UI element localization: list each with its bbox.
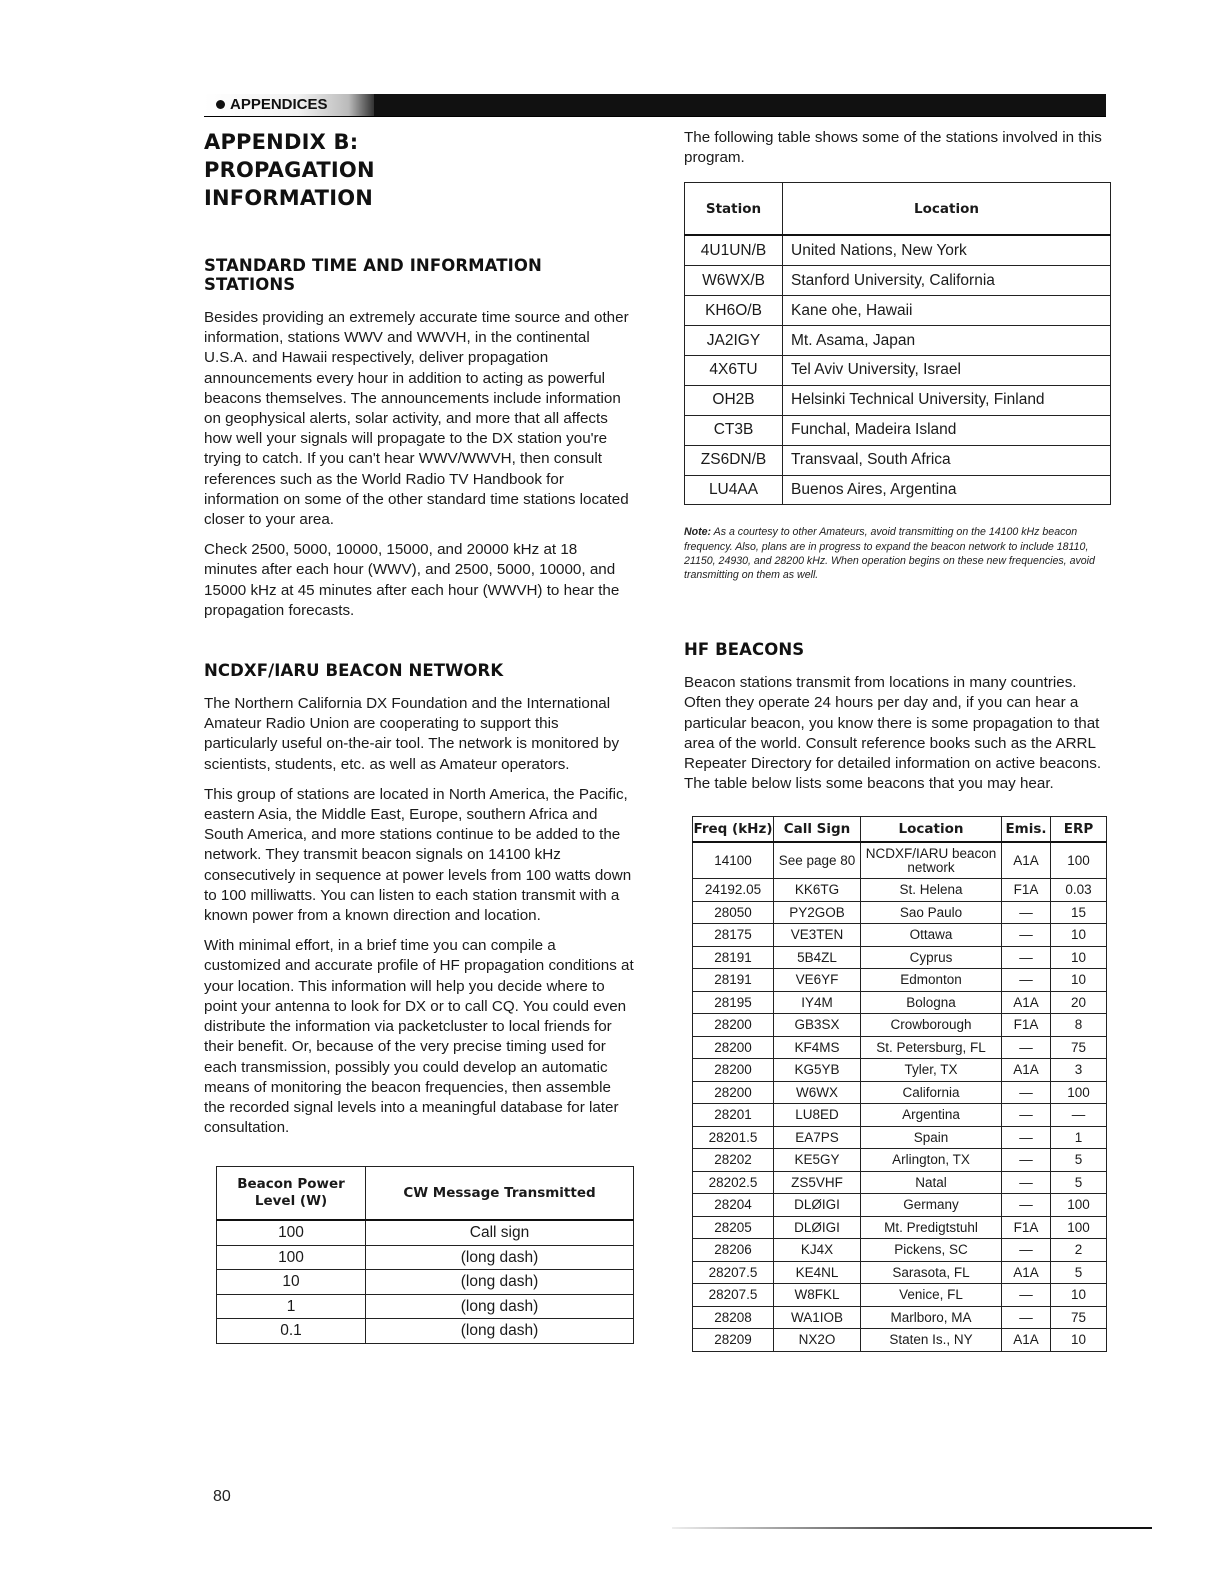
- erp-cell: 75: [1051, 1036, 1107, 1059]
- table-row: [693, 1216, 1107, 1239]
- page-title: APPENDIX B: PROPAGATION INFORMATION: [204, 130, 375, 210]
- freq-cell: 28207.5: [693, 1261, 774, 1284]
- call-sign-cell: DLØIGI: [774, 1216, 861, 1239]
- ncdxf-paragraph-1: The Northern California DX Foundation and the International Amateur Radio Union are cooperating to support this particularly useful on-the-air tool. The network is monitored by scientists, students, etc. as well as Amateur operators.: [204, 695, 620, 773]
- table-row: [693, 1059, 1107, 1082]
- table-row: [693, 1126, 1107, 1149]
- table-row: [693, 1261, 1107, 1284]
- location-cell: Sao Paulo: [861, 901, 1002, 924]
- freq-cell: 28050: [693, 901, 774, 924]
- emission-cell: —: [1002, 1104, 1051, 1127]
- erp-cell: 2: [1051, 1239, 1107, 1262]
- call-sign-cell: IY4M: [774, 991, 861, 1014]
- location-cell: Bologna: [861, 991, 1002, 1014]
- appendices-tab: [204, 94, 374, 116]
- power-level-header: Beacon Power Level (W): [217, 1167, 366, 1221]
- table-row: [693, 842, 1107, 879]
- station-cell: 4X6TU: [685, 355, 783, 385]
- freq-cell: 28202: [693, 1149, 774, 1172]
- station-cell: ZS6DN/B: [685, 445, 783, 475]
- station-cell: CT3B: [685, 415, 783, 445]
- call-sign-cell: KG5YB: [774, 1059, 861, 1082]
- table-row: [685, 475, 1111, 505]
- table-row: [685, 445, 1111, 475]
- call-sign-cell: LU8ED: [774, 1104, 861, 1127]
- call-sign-cell: 5B4ZL: [774, 946, 861, 969]
- note-label: Note:: [684, 526, 712, 539]
- location-cell: Spain: [861, 1126, 1002, 1149]
- table-row: [685, 235, 1111, 265]
- table-row: [693, 1014, 1107, 1037]
- table-row: [693, 1194, 1107, 1217]
- location-cell: Mt. Predigtstuhl: [861, 1216, 1002, 1239]
- emission-cell: —: [1002, 1239, 1051, 1262]
- erp-cell: 5: [1051, 1149, 1107, 1172]
- hf-beacons-heading: HF BEACONS: [684, 640, 805, 660]
- emission-cell: —: [1002, 1194, 1051, 1217]
- table-row: [693, 901, 1107, 924]
- emission-cell: A1A: [1002, 1329, 1051, 1352]
- emission-cell: —: [1002, 969, 1051, 992]
- table-row: [693, 1149, 1107, 1172]
- emission-cell: F1A: [1002, 879, 1051, 902]
- call-sign-cell: GB3SX: [774, 1014, 861, 1037]
- call-sign-cell: VE6YF: [774, 969, 861, 992]
- location-cell: Germany: [861, 1194, 1002, 1217]
- station-header: Station: [685, 183, 783, 236]
- erp-cell: 100: [1051, 1081, 1107, 1104]
- beacon-power-table: [216, 1166, 634, 1344]
- freq-cell: 28204: [693, 1194, 774, 1217]
- erp-cell: 10: [1051, 1284, 1107, 1307]
- erp-cell: 100: [1051, 842, 1107, 879]
- table-row: [685, 326, 1111, 356]
- erp-cell: 0.03: [1051, 879, 1107, 902]
- location-header: Location: [783, 183, 1111, 236]
- beacon-note: [684, 525, 1109, 582]
- table-row: [693, 1329, 1107, 1352]
- table-row: [685, 266, 1111, 296]
- location-cell: Natal: [861, 1171, 1002, 1194]
- cw-message-header: CW Message Transmitted: [366, 1167, 634, 1221]
- call-sign-cell: W8FKL: [774, 1284, 861, 1307]
- ncdxf-paragraph-2: This group of stations are located in North America, the Pacific, eastern Asia, the Middle East, Europe, southern Africa and South America, and more stations continue to be added to the network. They transmit beacon signals on 14100 kHz consecutively in sequence at power levels from 100 watts down to 100 milliwatts. You can listen to each station transmit with a known power from a known direction and location.: [204, 785, 632, 925]
- call-sign-cell: See page 80: [774, 842, 861, 879]
- table-row: [217, 1270, 634, 1295]
- ncdxf-paragraph-3: With minimal effort, in a brief time you can compile a customized and accurate profile of HF propagation conditions at your location. This information will help you decide where to point your antenna to look for DX or to call CQ. You could even distribute the information via packetcluster to local friends for their benefit. Or, because of the very precise timing used for each transmission, possibly you could develop an automatic means of monitoring the beacon frequencies, then assemble the recorded signal levels into a meaningful database for later consultation.: [204, 937, 634, 1137]
- table-row: [217, 1294, 634, 1319]
- erp-cell: —: [1051, 1104, 1107, 1127]
- emission-cell: —: [1002, 1284, 1051, 1307]
- location-cell: St. Petersburg, FL: [861, 1036, 1002, 1059]
- freq-cell: 28195: [693, 991, 774, 1014]
- location-cell: Kane ohe, Hawaii: [783, 296, 1111, 326]
- right-column: [684, 128, 1109, 1352]
- freq-cell: 28200: [693, 1036, 774, 1059]
- power-level-cell: 0.1: [217, 1319, 366, 1344]
- erp-header: ERP: [1051, 817, 1107, 843]
- erp-cell: 5: [1051, 1171, 1107, 1194]
- section-header-bar: [204, 94, 1106, 117]
- freq-cell: 28200: [693, 1081, 774, 1104]
- hf-beacon-table: [692, 816, 1107, 1352]
- erp-cell: 5: [1051, 1261, 1107, 1284]
- table-row: [693, 924, 1107, 947]
- power-level-cell: 1: [217, 1294, 366, 1319]
- erp-cell: 8: [1051, 1014, 1107, 1037]
- footer-rule: [672, 1527, 1152, 1529]
- freq-cell: 28200: [693, 1014, 774, 1037]
- appendices-label: APPENDICES: [230, 96, 328, 113]
- station-cell: LU4AA: [685, 475, 783, 505]
- table-row: [685, 415, 1111, 445]
- location-cell: Ottawa: [861, 924, 1002, 947]
- freq-cell: 28207.5: [693, 1284, 774, 1307]
- table-row: [685, 355, 1111, 385]
- call-sign-cell: KF4MS: [774, 1036, 861, 1059]
- station-table: [684, 182, 1111, 505]
- location-cell: Tel Aviv University, Israel: [783, 355, 1111, 385]
- erp-cell: 10: [1051, 946, 1107, 969]
- table-row: [693, 1171, 1107, 1194]
- freq-cell: 28191: [693, 969, 774, 992]
- table-row: [693, 1104, 1107, 1127]
- emission-cell: A1A: [1002, 1059, 1051, 1082]
- erp-cell: 10: [1051, 969, 1107, 992]
- call-sign-cell: KE4NL: [774, 1261, 861, 1284]
- hf-beacons-paragraph: Beacon stations transmit from locations in many countries. Often they operate 24 hours per day and, if you can hear a particular beacon, you know there is some propagation to that area of the world. Consult reference books such as the ARRL Repeater Directory for detailed information on active beacons. The table below lists some beacons that you may hear.: [684, 674, 1102, 793]
- call-sign-cell: NX2O: [774, 1329, 861, 1352]
- location-cell: Helsinki Technical University, Finland: [783, 385, 1111, 415]
- table-row: [693, 969, 1107, 992]
- emission-cell: —: [1002, 1036, 1051, 1059]
- emission-cell: —: [1002, 1081, 1051, 1104]
- erp-cell: 75: [1051, 1306, 1107, 1329]
- erp-cell: 10: [1051, 924, 1107, 947]
- standard-stations-paragraph-2: Check 2500, 5000, 10000, 15000, and 20000 kHz at 18 minutes after each hour (WWV), and 2500, 5000, 10000, and 15000 kHz at 45 minutes after each hour (WWVH) to hear the propagation forecasts.: [204, 541, 620, 619]
- emission-cell: F1A: [1002, 1216, 1051, 1239]
- location-cell: California: [861, 1081, 1002, 1104]
- emission-cell: —: [1002, 946, 1051, 969]
- freq-cell: 28200: [693, 1059, 774, 1082]
- location-cell: Pickens, SC: [861, 1239, 1002, 1262]
- emission-cell: A1A: [1002, 1261, 1051, 1284]
- location-cell: Tyler, TX: [861, 1059, 1002, 1082]
- erp-cell: 100: [1051, 1216, 1107, 1239]
- table-row: [217, 1319, 634, 1344]
- freq-cell: 28201: [693, 1104, 774, 1127]
- location-cell: St. Helena: [861, 879, 1002, 902]
- table-row: [693, 1284, 1107, 1307]
- cw-message-cell: (long dash): [366, 1294, 634, 1319]
- standard-stations-heading: STANDARD TIME AND INFORMATION STATIONS: [204, 256, 542, 294]
- location-header: Location: [861, 817, 1002, 843]
- freq-cell: 28206: [693, 1239, 774, 1262]
- call-sign-cell: W6WX: [774, 1081, 861, 1104]
- call-sign-cell: WA1IOB: [774, 1306, 861, 1329]
- cw-message-cell: (long dash): [366, 1270, 634, 1295]
- table-row: [693, 1306, 1107, 1329]
- table-row: [685, 385, 1111, 415]
- call-sign-cell: PY2GOB: [774, 901, 861, 924]
- table-row: [217, 1245, 634, 1270]
- freq-cell: 28205: [693, 1216, 774, 1239]
- location-cell: Edmonton: [861, 969, 1002, 992]
- station-cell: OH2B: [685, 385, 783, 415]
- location-cell: United Nations, New York: [783, 235, 1111, 265]
- call-sign-cell: KK6TG: [774, 879, 861, 902]
- freq-cell: 28202.5: [693, 1171, 774, 1194]
- emission-cell: —: [1002, 901, 1051, 924]
- call-sign-cell: KJ4X: [774, 1239, 861, 1262]
- station-cell: KH6O/B: [685, 296, 783, 326]
- location-cell: Venice, FL: [861, 1284, 1002, 1307]
- erp-cell: 15: [1051, 901, 1107, 924]
- emission-cell: —: [1002, 924, 1051, 947]
- location-cell: Funchal, Madeira Island: [783, 415, 1111, 445]
- call-sign-cell: DLØIGI: [774, 1194, 861, 1217]
- location-cell: Argentina: [861, 1104, 1002, 1127]
- call-sign-cell: VE3TEN: [774, 924, 861, 947]
- freq-cell: 28201.5: [693, 1126, 774, 1149]
- erp-cell: 3: [1051, 1059, 1107, 1082]
- call-sign-cell: EA7PS: [774, 1126, 861, 1149]
- location-cell: Staten Is., NY: [861, 1329, 1002, 1352]
- page-number: 80: [213, 1488, 231, 1505]
- ncdxf-heading: NCDXF/IARU BEACON NETWORK: [204, 661, 504, 681]
- station-cell: W6WX/B: [685, 266, 783, 296]
- station-cell: 4U1UN/B: [685, 235, 783, 265]
- location-cell: Marlboro, MA: [861, 1306, 1002, 1329]
- emission-cell: —: [1002, 1126, 1051, 1149]
- freq-header: Freq (kHz): [693, 817, 774, 843]
- call-sign-cell: KE5GY: [774, 1149, 861, 1172]
- erp-cell: 20: [1051, 991, 1107, 1014]
- table-row: [693, 946, 1107, 969]
- cw-message-cell: Call sign: [366, 1220, 634, 1245]
- emission-cell: —: [1002, 1306, 1051, 1329]
- cw-message-cell: (long dash): [366, 1245, 634, 1270]
- emission-cell: A1A: [1002, 991, 1051, 1014]
- table-row: [693, 1081, 1107, 1104]
- location-cell: Buenos Aires, Argentina: [783, 475, 1111, 505]
- emission-cell: —: [1002, 1149, 1051, 1172]
- call-sign-header: Call Sign: [774, 817, 861, 843]
- location-cell: Arlington, TX: [861, 1149, 1002, 1172]
- location-cell: Mt. Asama, Japan: [783, 326, 1111, 356]
- freq-cell: 28209: [693, 1329, 774, 1352]
- erp-cell: 100: [1051, 1194, 1107, 1217]
- table-row: [685, 296, 1111, 326]
- table-row: [693, 991, 1107, 1014]
- bullet-icon: [216, 100, 225, 109]
- stations-intro: The following table shows some of the stations involved in this program.: [684, 129, 1102, 167]
- location-cell: Sarasota, FL: [861, 1261, 1002, 1284]
- location-cell: Crowborough: [861, 1014, 1002, 1037]
- power-level-cell: 100: [217, 1245, 366, 1270]
- erp-cell: 10: [1051, 1329, 1107, 1352]
- emission-cell: F1A: [1002, 1014, 1051, 1037]
- note-text: As a courtesy to other Amateurs, avoid transmitting on the 14100 kHz beacon frequency. Also, plans are in progress to expand the beacon network to include 18110, 21150, 24930, and 28200 kHz. When operation begins on these new frequencies, avoid transmitting on them as well.: [684, 526, 1095, 582]
- location-cell: Transvaal, South Africa: [783, 445, 1111, 475]
- freq-cell: 28208: [693, 1306, 774, 1329]
- erp-cell: 1: [1051, 1126, 1107, 1149]
- standard-stations-paragraph-1: Besides providing an extremely accurate time source and other information, stations WWV and WWVH, in the continental U.S.A. and Hawaii respectively, deliver propagation announcements every hour in addition to acting as powerful beacons themselves. The announcements include information on geophysical alerts, solar activity, and more that all affects how well your signals will propagate to the DX station you're trying to catch. If you can't hear WWV/WWVH, then consult references such as the World Radio TV Handbook for information on some of the other standard time stations located closer to your area.: [204, 309, 629, 529]
- power-level-cell: 100: [217, 1220, 366, 1245]
- freq-cell: 24192.05: [693, 879, 774, 902]
- table-row: [693, 879, 1107, 902]
- emission-cell: —: [1002, 1171, 1051, 1194]
- freq-cell: 28175: [693, 924, 774, 947]
- emission-header: Emis.: [1002, 817, 1051, 843]
- location-cell: Cyprus: [861, 946, 1002, 969]
- power-level-cell: 10: [217, 1270, 366, 1295]
- location-cell: Stanford University, California: [783, 266, 1111, 296]
- location-cell: NCDXF/IARU beacon network: [861, 842, 1002, 879]
- table-row: [693, 1239, 1107, 1262]
- emission-cell: A1A: [1002, 842, 1051, 879]
- table-row: [217, 1220, 634, 1245]
- call-sign-cell: ZS5VHF: [774, 1171, 861, 1194]
- freq-cell: 14100: [693, 842, 774, 879]
- freq-cell: 28191: [693, 946, 774, 969]
- station-cell: JA2IGY: [685, 326, 783, 356]
- left-column: [204, 128, 634, 1344]
- table-row: [693, 1036, 1107, 1059]
- cw-message-cell: (long dash): [366, 1319, 634, 1344]
